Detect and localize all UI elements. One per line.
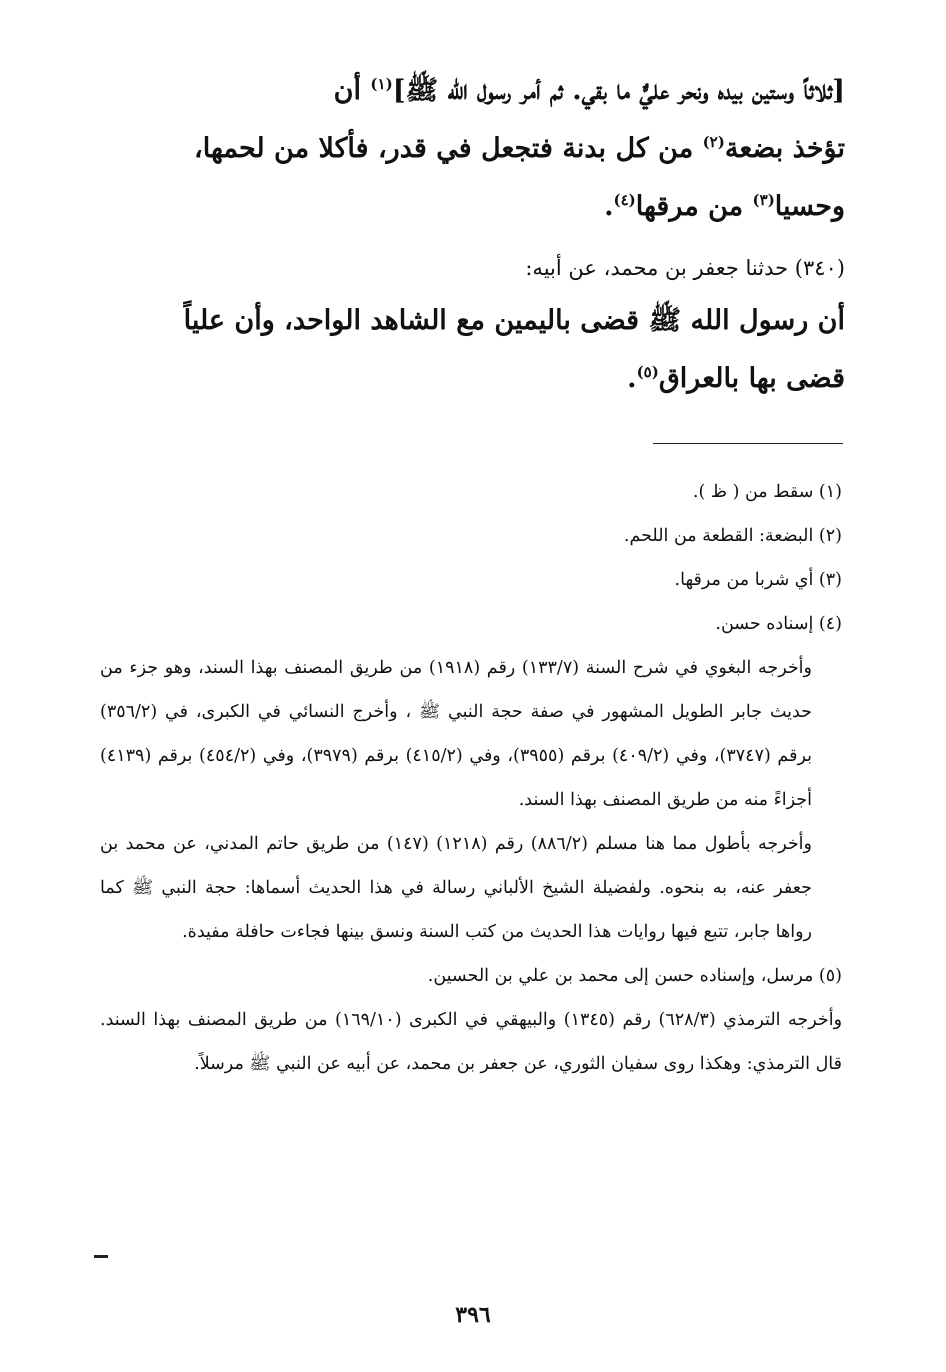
main-line-1: [ثلاثاً وستين بيده ونحر عليٌّ ما بقي. ثم أمر رسول الله ﷺ]$^{(١)}$ أن xyxy=(333,75,845,106)
footnote-5-para-1: وأخرجه الترمذي (٦٢٨/٣) رقم (١٣٤٥) والبيهقي في الكبرى (١٦٩/١٠) من طريق المصنف بهذا السند. قال الترمذي: وهكذا روى سفيان الثوري، عن جعفر بن محمد، عن أبيه عن النبي ﷺ مرسلاً. xyxy=(100,1010,843,1074)
footnote-5: (٥) مرسل، وإسناده حسن إلى محمد بن علي بن الحسين. xyxy=(427,966,842,986)
footnote-separator xyxy=(653,443,843,444)
margin-mark xyxy=(94,1255,108,1258)
main-line-5: قضى بها بالعراق$^{(٥)}$. xyxy=(627,363,845,394)
footnote-4-para-2: وأخرجه بأطول مما هنا مسلم (٨٨٦/٢) رقم (١٢١٨) (١٤٧) من طريق حاتم المدني، عن محمد بن جعفر عنه، به بنحوه. ولفضيلة الشيخ الألباني رسالة في هذا الحديث أسماها: حجة النبي ﷺ كما رواها جابر، تتبع فيها روايات هذا الحديث من كتب السنة ونسق بينها فجاءت حافلة مفيدة. xyxy=(100,834,812,942)
footnote-3: (٣) أي شربا من مرقها. xyxy=(674,570,842,590)
footnote-4: (٤) إسناده حسن. xyxy=(715,614,842,634)
footnote-ref-3: (٣) xyxy=(752,191,775,209)
main-line-4: أن رسول الله ﷺ قضى باليمين مع الشاهد الواحد، وأن علياً xyxy=(183,305,845,336)
main-text-block-2 xyxy=(95,292,845,408)
footnote-4-para-1: وأخرجه البغوي في شرح السنة (١٣٣/٧) رقم (١٩١٨) من طريق المصنف بهذا السند، وهو جزء من حديث جابر الطويل المشهور في صفة حجة النبي ﷺ ، وأخرج النسائي في الكبرى، في (٣٥٦/٢) برقم (٣٧٤٧)، وفي (٤٠٩/٢) برقم (٣٩٥٥)، وفي (٤١٥/٢) برقم (٣٩٧٩)، وفي (٤٥٤/٢) برقم (٤١٣٩) أجزاءً منه من طريق المصنف بهذا السند. xyxy=(100,658,812,810)
main-line-3: وحسيا$^{(٣)}$ من مرقها$^{(٤)}$. xyxy=(604,191,845,222)
hadith-340-intro: (٣٤٠) حدثنا جعفر بن محمد، عن أبيه: xyxy=(525,256,845,280)
footnote-1: (١) سقط من ( ظ ). xyxy=(692,482,842,502)
footnote-ref-5: (٥) xyxy=(636,363,659,381)
footnote-ref-1: (١) xyxy=(370,75,393,93)
footnotes xyxy=(100,470,842,1086)
main-text-block-1 xyxy=(95,62,845,236)
footnote-ref-2: (٢) xyxy=(702,133,725,151)
main-line-2: تؤخذ بضعة$^{(٢)}$ من كل بدنة فتجعل في قدر، فأكلا من لحمها، xyxy=(194,133,845,164)
page-number: ٣٩٦ xyxy=(455,1302,491,1328)
footnote-ref-4: (٤) xyxy=(613,191,636,209)
footnote-2: (٢) البضعة: القطعة من اللحم. xyxy=(623,526,842,546)
